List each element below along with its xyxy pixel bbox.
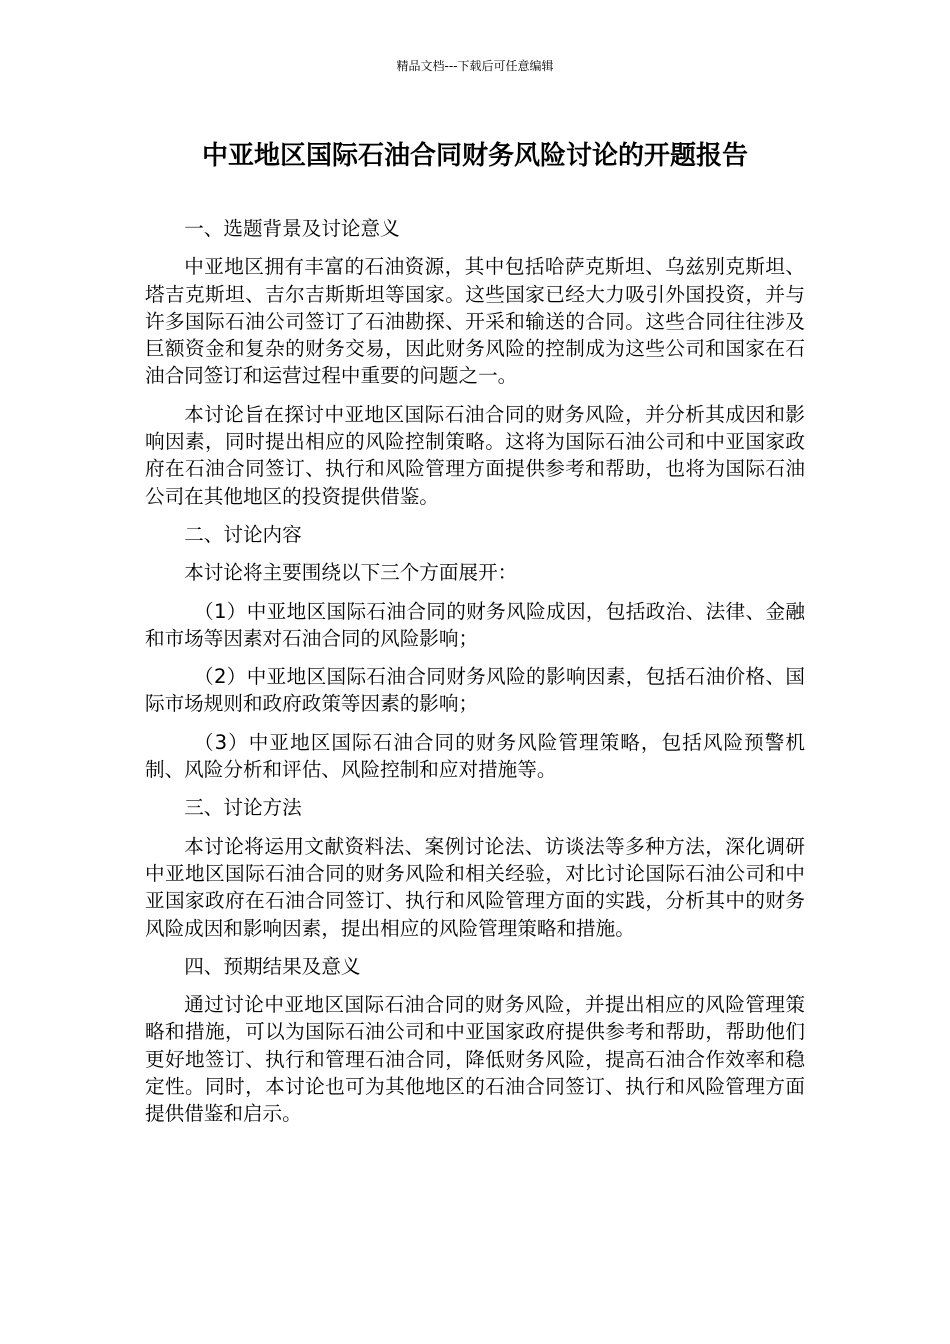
paragraph-background-2: 本讨论旨在探讨中亚地区国际石油合同的财务风险，并分析其成因和影响因素，同时提出相应的风险控制策略。这将为国际石油公司和中亚国家政府在石油合同签订、执行和风险管理方面提供参考和帮助，也将为国际石油公司在其他地区的投资提供借鉴。: [145, 402, 805, 508]
list-item: （3）中亚地区国际石油合同的财务风险管理策略，包括风险预警机制、风险分析和评估、风险控制和应对措施等。: [145, 730, 805, 782]
section-heading-content: 二、讨论内容: [184, 522, 302, 546]
paragraph-method: 本讨论将运用文献资料法、案例讨论法、访谈法等多种方法，深化调研中亚地区国际石油合同的财务风险和相关经验，对比讨论国际石油公司和中亚国家政府在石油合同签订、执行和风险管理方面的实践，分析其中的财务风险成因和影响因素，提出相应的风险管理策略和措施。: [145, 834, 805, 940]
document-body: [145, 215, 805, 1139]
section-heading-method: 三、讨论方法: [184, 796, 302, 820]
list-item: （2）中亚地区国际石油合同财务风险的影响因素，包括石油价格、国际市场规则和政府政策等因素的影响；: [145, 665, 805, 716]
section-heading-results: 四、预期结果及意义: [184, 954, 361, 978]
paragraph-results: 通过讨论中亚地区国际石油合同的财务风险，并提出相应的风险管理策略和措施，可以为国际石油公司和中亚国家政府提供参考和帮助，帮助他们更好地签订、执行和管理石油合同，降低财务风险，提高石油合作效率和稳定性。同时，本讨论也可为其他地区的石油合同签订、执行和风险管理方面提供借鉴和启示。: [145, 993, 805, 1126]
paragraph-content-intro: 本讨论将主要围绕以下三个方面展开：: [184, 561, 518, 585]
paragraph-background-1: 中亚地区拥有丰富的石油资源，其中包括哈萨克斯坦、乌兹别克斯坦、塔吉克斯坦、吉尔吉斯斯坦等国家。这些国家已经大力吸引外国投资，并与许多国际石油公司签订了石油勘探、开采和输送的合同。这些合同往往涉及巨额资金和复杂的财务交易，因此财务风险的控制成为这些公司和国家在石油合同签订和运营过程中重要的问题之一。: [145, 255, 805, 388]
header-note: 精品文档---下载后可任意编辑: [396, 59, 554, 73]
list-item: （1）中亚地区国际石油合同的财务风险成因，包括政治、法律、金融和市场等因素对石油合同的风险影响；: [145, 599, 805, 650]
section-heading-background: 一、选题背景及讨论意义: [184, 217, 400, 240]
document-title: 中亚地区国际石油合同财务风险讨论的开题报告: [201, 141, 748, 171]
